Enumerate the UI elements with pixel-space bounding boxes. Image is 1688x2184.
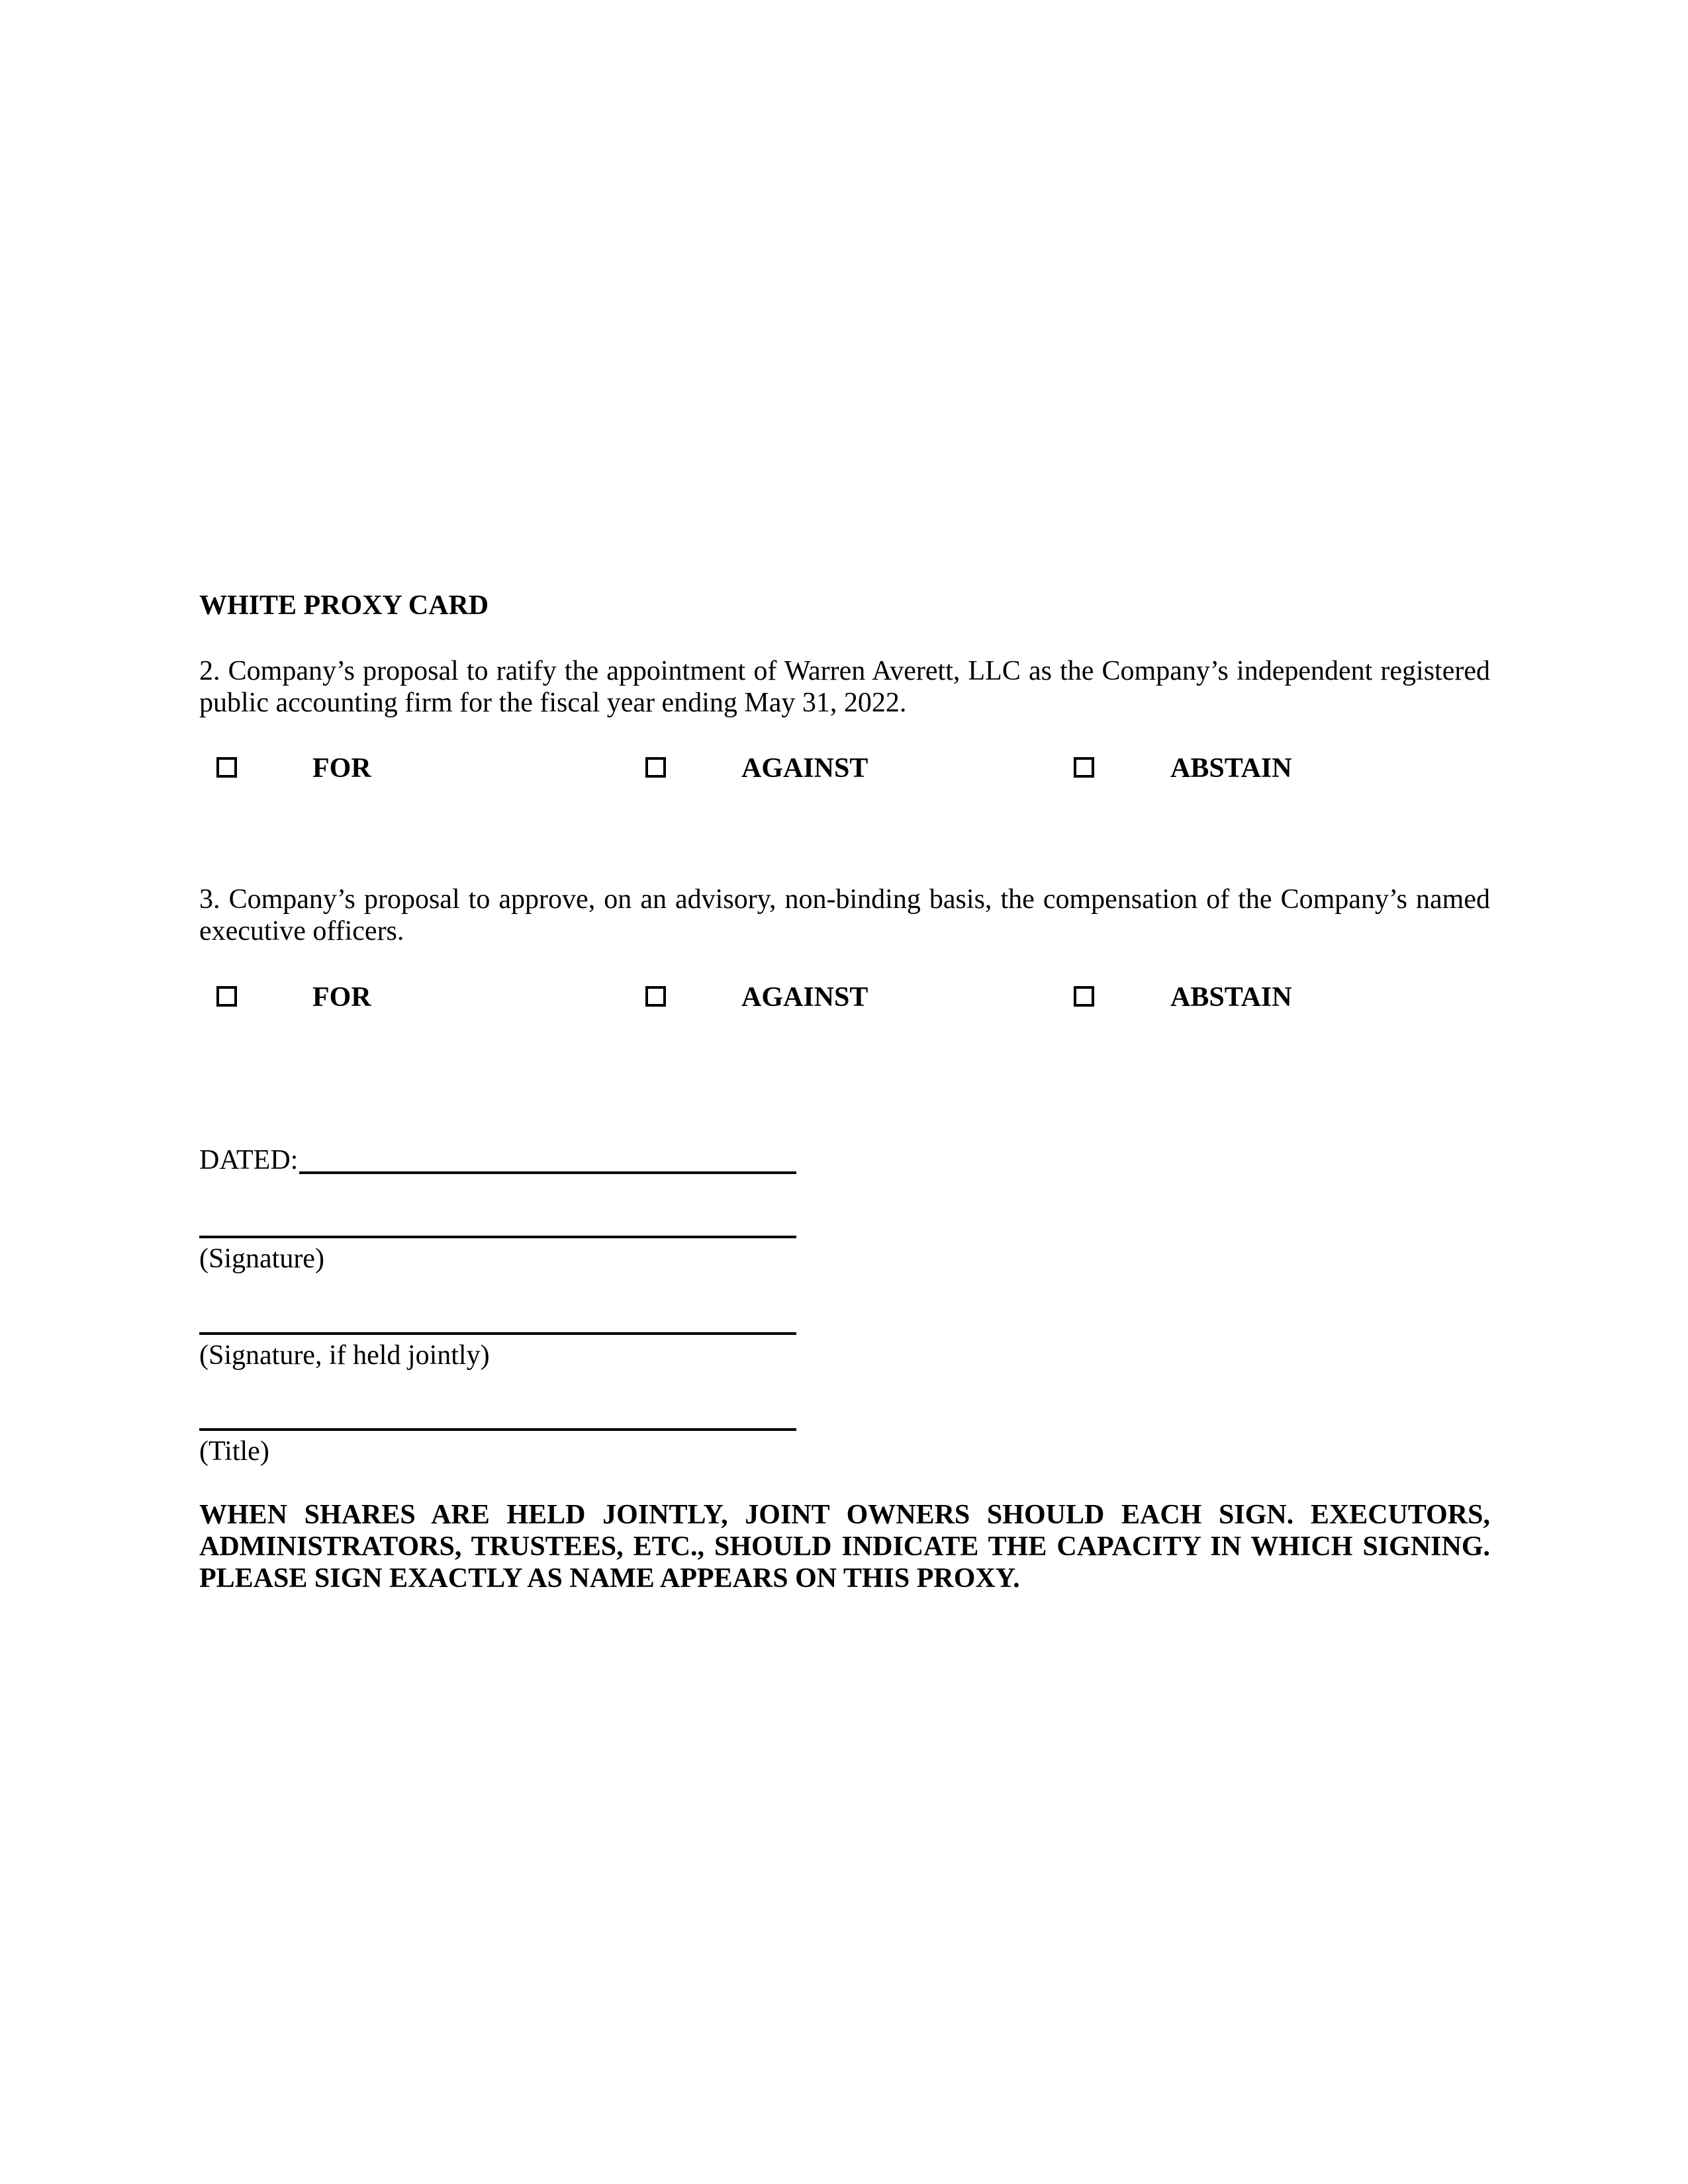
proposal-2-for-label: FOR (312, 753, 371, 784)
proposal-3-for-checkbox[interactable] (216, 986, 237, 1007)
title-field[interactable] (199, 1428, 796, 1431)
proposal-2-against-label: AGAINST (741, 753, 868, 784)
joint-signature-field[interactable] (199, 1332, 796, 1335)
joint-signature-label: (Signature, if held jointly) (199, 1340, 490, 1371)
signature-label: (Signature) (199, 1244, 324, 1274)
proposal-2-for-checkbox[interactable] (216, 757, 237, 778)
dated-label: DATED: (199, 1145, 299, 1175)
title-label: (Title) (199, 1436, 269, 1467)
proposal-3-abstain-checkbox[interactable] (1074, 986, 1094, 1007)
card-title: WHITE PROXY CARD (199, 590, 489, 621)
dated-field[interactable] (299, 1171, 796, 1174)
signature-field[interactable] (199, 1236, 796, 1238)
proposal-2-abstain-checkbox[interactable] (1074, 757, 1094, 778)
proposal-3-text: 3. Company’s proposal to approve, on an advisory, non-binding basis, the compensation of the Company’s named executive officers. (199, 884, 1490, 946)
joint-owner-notice: WHEN SHARES ARE HELD JOINTLY, JOINT OWNERS SHOULD EACH SIGN. EXECUTORS, ADMINISTRATORS, TRUSTEES, ETC., SHOULD INDICATE THE CAPACITY IN WHICH SIGNING. PLEASE SIGN EXACTLY AS NAME APPEARS ON THIS PROXY. (199, 1500, 1490, 1594)
proposal-3-abstain-label: ABSTAIN (1170, 982, 1292, 1013)
proposal-2-against-checkbox[interactable] (645, 757, 666, 778)
proposal-2-abstain-label: ABSTAIN (1170, 753, 1292, 784)
proposal-3-against-label: AGAINST (741, 982, 868, 1013)
proposal-2-text: 2. Company’s proposal to ratify the appointment of Warren Averett, LLC as the Company’s independent registered public accounting firm for the fiscal year ending May 31, 2022. (199, 656, 1490, 718)
proposal-3-for-label: FOR (312, 982, 371, 1013)
proposal-3-against-checkbox[interactable] (645, 986, 666, 1007)
